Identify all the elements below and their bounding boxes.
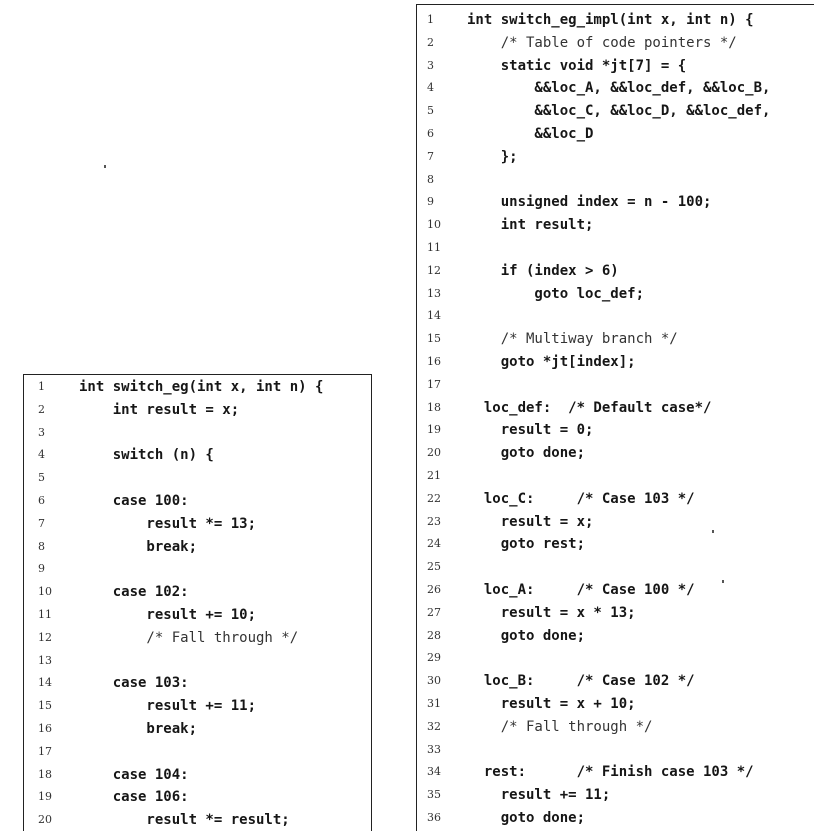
code-text: switch (n) {: [79, 447, 214, 464]
code-text: &&loc_A, &&loc_def, &&loc_B,: [467, 80, 771, 97]
line-number: 9: [38, 562, 45, 576]
code-line: [24, 513, 371, 536]
line-number: 35: [427, 788, 441, 802]
code-line: [24, 490, 371, 513]
line-number: 22: [427, 491, 441, 505]
code-line: [24, 467, 371, 490]
code-text: break;: [79, 538, 198, 555]
code-line: [417, 511, 814, 534]
line-number: 20: [38, 813, 52, 827]
code-text: loc_C: /* Case 103 */: [467, 490, 695, 507]
code-line: [417, 419, 814, 442]
code-text: loc_def: /* Default case*/: [467, 399, 712, 416]
line-number: 12: [427, 263, 441, 277]
line-number: 5: [38, 471, 45, 485]
code-text: result += 11;: [79, 698, 257, 715]
code-line: [24, 672, 371, 695]
code-comment: /* Fall through */: [467, 718, 653, 735]
code-line: [417, 9, 814, 32]
line-number: 4: [427, 81, 434, 95]
code-line: [417, 533, 814, 556]
code-line: [24, 399, 371, 422]
line-number: 2: [38, 402, 45, 416]
code-line: [417, 191, 814, 214]
code-text: goto rest;: [467, 536, 586, 553]
code-line: [417, 305, 814, 328]
code-line: [417, 465, 814, 488]
code-line: [417, 351, 814, 374]
line-number: 23: [427, 514, 441, 528]
code-text: result = 0;: [467, 422, 594, 439]
line-number: 17: [427, 377, 441, 391]
line-number: 10: [427, 218, 441, 232]
code-line: [417, 442, 814, 465]
scan-speck: [712, 530, 714, 533]
code-line: [417, 579, 814, 602]
line-number: 1: [427, 13, 434, 26]
code-line: [417, 556, 814, 579]
code-text: int switch_eg(int x, int n) {: [79, 379, 324, 395]
code-line: [417, 739, 814, 762]
line-number: 18: [38, 767, 52, 781]
line-number: 9: [427, 195, 434, 209]
code-text: int result;: [467, 217, 594, 234]
line-number: 7: [38, 516, 45, 530]
line-number: 36: [427, 811, 441, 824]
code-text: case 102:: [79, 584, 189, 601]
line-number: 1: [38, 380, 45, 393]
code-text: loc_A: /* Case 100 */: [467, 582, 695, 598]
code-comment: /* Table of code pointers */: [467, 34, 737, 51]
code-line: [417, 283, 814, 306]
code-text: loc_B: /* Case 102 */: [467, 673, 695, 690]
line-number: 2: [427, 35, 434, 49]
code-line: [417, 625, 814, 648]
line-number: 3: [38, 425, 45, 439]
line-number: 11: [38, 608, 52, 621]
code-line: [417, 214, 814, 237]
line-number: 18: [427, 400, 441, 414]
code-line: [24, 718, 371, 741]
code-text: case 100:: [79, 493, 189, 509]
code-text: case 106:: [79, 789, 189, 806]
line-number: 26: [427, 583, 441, 596]
line-number: 6: [427, 127, 434, 140]
code-text: int result = x;: [79, 401, 240, 418]
line-number: 30: [427, 674, 441, 688]
code-line: [417, 32, 814, 55]
line-number: 6: [38, 494, 45, 507]
line-number: 11: [427, 241, 441, 254]
line-number: 25: [427, 560, 441, 574]
code-line: [417, 716, 814, 739]
code-text: result = x * 13;: [467, 604, 636, 621]
line-number: 12: [38, 630, 52, 644]
code-text: if (index > 6): [467, 262, 619, 279]
line-number: 8: [38, 539, 45, 553]
line-number: 13: [427, 286, 441, 300]
code-line: [417, 77, 814, 100]
code-line: [417, 761, 814, 784]
line-number: 16: [427, 355, 441, 368]
code-line: [417, 374, 814, 397]
code-line: [417, 100, 814, 123]
line-number: 19: [427, 423, 441, 437]
code-text: result = x;: [467, 513, 594, 530]
line-number: 17: [38, 744, 52, 758]
line-number: 33: [427, 742, 441, 756]
line-number: 10: [38, 585, 52, 599]
code-text: unsigned index = n - 100;: [467, 194, 712, 211]
code-text: break;: [79, 721, 198, 737]
scan-speck: [104, 165, 106, 168]
code-line: [417, 784, 814, 807]
code-text: result += 11;: [467, 787, 611, 804]
code-line: [24, 536, 371, 559]
code-text: goto loc_def;: [467, 285, 645, 302]
line-number: 14: [38, 676, 52, 690]
code-line: [24, 422, 371, 445]
code-line: [417, 488, 814, 511]
code-line: [417, 237, 814, 260]
code-text: result = x + 10;: [467, 696, 636, 712]
code-line: [24, 581, 371, 604]
code-line: [417, 328, 814, 351]
line-number: 19: [38, 790, 52, 804]
line-number: 14: [427, 309, 441, 323]
code-text: &&loc_C, &&loc_D, &&loc_def,: [467, 103, 771, 120]
line-number: 34: [427, 765, 441, 779]
line-number: 16: [38, 722, 52, 735]
code-comment: /* Multiway branch */: [467, 331, 678, 348]
code-comment: /* Fall through */: [79, 629, 299, 646]
code-line: [417, 602, 814, 625]
code-text: &&loc_D: [467, 126, 594, 142]
code-line: [24, 786, 371, 809]
code-line: [417, 123, 814, 146]
scan-speck: [722, 580, 724, 583]
line-number: 4: [38, 448, 45, 462]
code-text: case 104:: [79, 766, 189, 783]
code-text: int switch_eg_impl(int x, int n) {: [467, 12, 754, 28]
code-text: rest: /* Finish case 103 */: [467, 764, 754, 781]
line-number: 29: [427, 651, 441, 665]
line-number: 8: [427, 172, 434, 186]
line-number: 5: [427, 104, 434, 118]
line-number: 21: [427, 469, 441, 482]
code-text: goto done;: [467, 445, 586, 462]
code-line: [24, 650, 371, 673]
code-line: [24, 558, 371, 581]
code-text: goto *jt[index];: [467, 354, 636, 370]
line-number: 27: [427, 605, 441, 619]
code-line: [417, 169, 814, 192]
code-text: result += 10;: [79, 607, 257, 623]
right-code-listing: [416, 4, 814, 831]
line-number: 28: [427, 628, 441, 642]
code-line: [24, 809, 371, 832]
code-line: [417, 807, 814, 830]
line-number: 15: [427, 332, 441, 346]
code-line: [417, 397, 814, 420]
line-number: 24: [427, 537, 441, 551]
code-line: [24, 604, 371, 627]
code-line: [417, 146, 814, 169]
code-line: [24, 764, 371, 787]
code-line: [417, 693, 814, 716]
code-line: [24, 627, 371, 650]
line-number: 7: [427, 149, 434, 163]
code-text: };: [467, 148, 518, 165]
code-text: static void *jt[7] = {: [467, 57, 687, 74]
line-number: 15: [38, 699, 52, 713]
code-line: [417, 647, 814, 670]
code-line: [24, 444, 371, 467]
left-code-listing: [23, 374, 372, 831]
line-number: 31: [427, 697, 441, 710]
code-line: [417, 55, 814, 78]
code-line: [24, 376, 371, 399]
code-line: [417, 260, 814, 283]
code-text: goto done;: [467, 627, 586, 644]
code-line: [24, 741, 371, 764]
line-number: 32: [427, 719, 441, 733]
line-number: 3: [427, 58, 434, 72]
code-text: case 103:: [79, 675, 189, 692]
line-number: 13: [38, 653, 52, 667]
line-number: 20: [427, 446, 441, 460]
code-text: result *= result;: [79, 812, 290, 829]
code-text: result *= 13;: [79, 515, 257, 532]
code-line: [417, 670, 814, 693]
code-text: goto done;: [467, 810, 586, 826]
code-line: [24, 695, 371, 718]
